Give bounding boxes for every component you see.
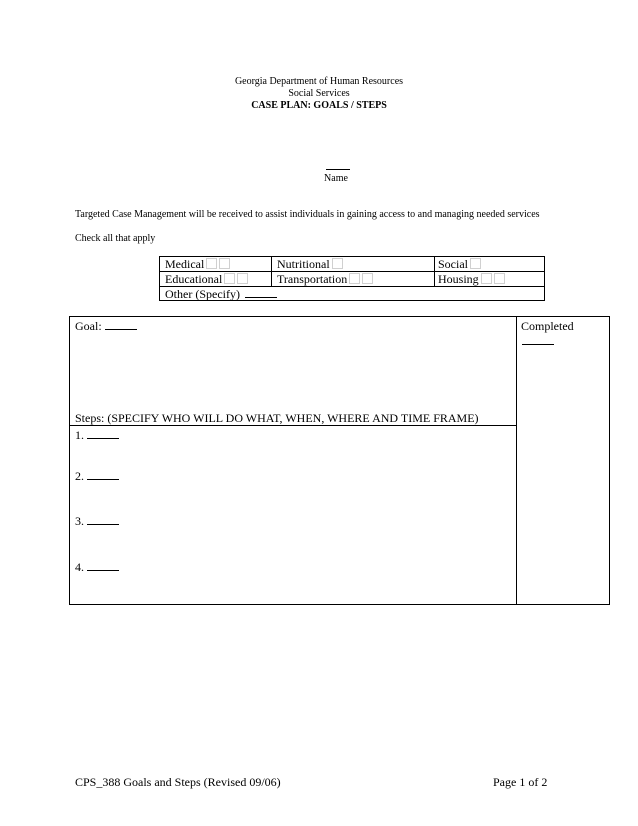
step-3[interactable] <box>75 514 119 528</box>
completed-blank[interactable] <box>522 334 554 345</box>
name-blank[interactable] <box>326 159 350 170</box>
steps-label: Steps: (SPECIFY WHO WILL DO WHAT, WHEN, WHERE AND TIME FRAME) <box>75 411 479 425</box>
service-medical-label: Medical <box>165 257 205 271</box>
step-3-number: 3. <box>75 514 84 528</box>
form-id: CPS_388 Goals and Steps (Revised 09/06) <box>75 775 281 789</box>
service-housing-label: Housing <box>438 272 479 286</box>
other-specify-blank[interactable] <box>245 287 277 298</box>
goal-blank[interactable] <box>105 319 137 330</box>
housing-checkbox-2[interactable] <box>494 273 505 284</box>
goal-field[interactable] <box>75 319 137 333</box>
step-3-blank[interactable] <box>87 514 119 525</box>
service-educational-label: Educational <box>165 272 223 286</box>
service-social[interactable] <box>438 257 481 271</box>
goal-label: Goal: <box>75 319 102 333</box>
division-name: Social Services <box>288 88 350 99</box>
transportation-checkbox[interactable] <box>349 273 360 284</box>
step-1[interactable] <box>75 428 119 442</box>
agency-name: Georgia Department of Human Resources <box>234 76 404 87</box>
intro-text: Targeted Case Management will be received to assist individuals in gaining access to and managing needed services <box>75 209 540 220</box>
step-4-blank[interactable] <box>87 560 119 571</box>
social-checkbox[interactable] <box>470 258 481 269</box>
step-1-number: 1. <box>75 428 84 442</box>
services-table <box>159 256 545 301</box>
name-label: Name <box>324 173 348 184</box>
instruction-text: Check all that apply <box>75 233 156 244</box>
medical-checkbox-2[interactable] <box>219 258 230 269</box>
service-other[interactable] <box>165 287 277 301</box>
service-transportation[interactable] <box>277 272 373 286</box>
step-2[interactable] <box>75 469 119 483</box>
service-nutritional-label: Nutritional <box>277 257 330 271</box>
service-housing[interactable] <box>438 272 505 286</box>
step-2-blank[interactable] <box>87 469 119 480</box>
document-title: CASE PLAN: GOALS / STEPS <box>251 100 387 111</box>
goals-steps-box <box>69 316 610 605</box>
step-4[interactable] <box>75 560 119 574</box>
step-4-number: 4. <box>75 560 84 574</box>
service-transportation-label: Transportation <box>277 272 348 286</box>
step-1-blank[interactable] <box>87 428 119 439</box>
service-nutritional[interactable] <box>277 257 343 271</box>
transportation-checkbox-2[interactable] <box>362 273 373 284</box>
service-educational[interactable] <box>165 272 248 286</box>
service-medical[interactable] <box>165 257 230 271</box>
service-other-label: Other (Specify) <box>165 287 240 301</box>
page-number: Page 1 of 2 <box>493 775 548 789</box>
step-2-number: 2. <box>75 469 84 483</box>
medical-checkbox[interactable] <box>206 258 217 269</box>
educational-checkbox-2[interactable] <box>237 273 248 284</box>
nutritional-checkbox[interactable] <box>332 258 343 269</box>
housing-checkbox[interactable] <box>481 273 492 284</box>
educational-checkbox[interactable] <box>224 273 235 284</box>
service-social-label: Social <box>438 257 468 271</box>
completed-label: Completed <box>521 319 574 333</box>
